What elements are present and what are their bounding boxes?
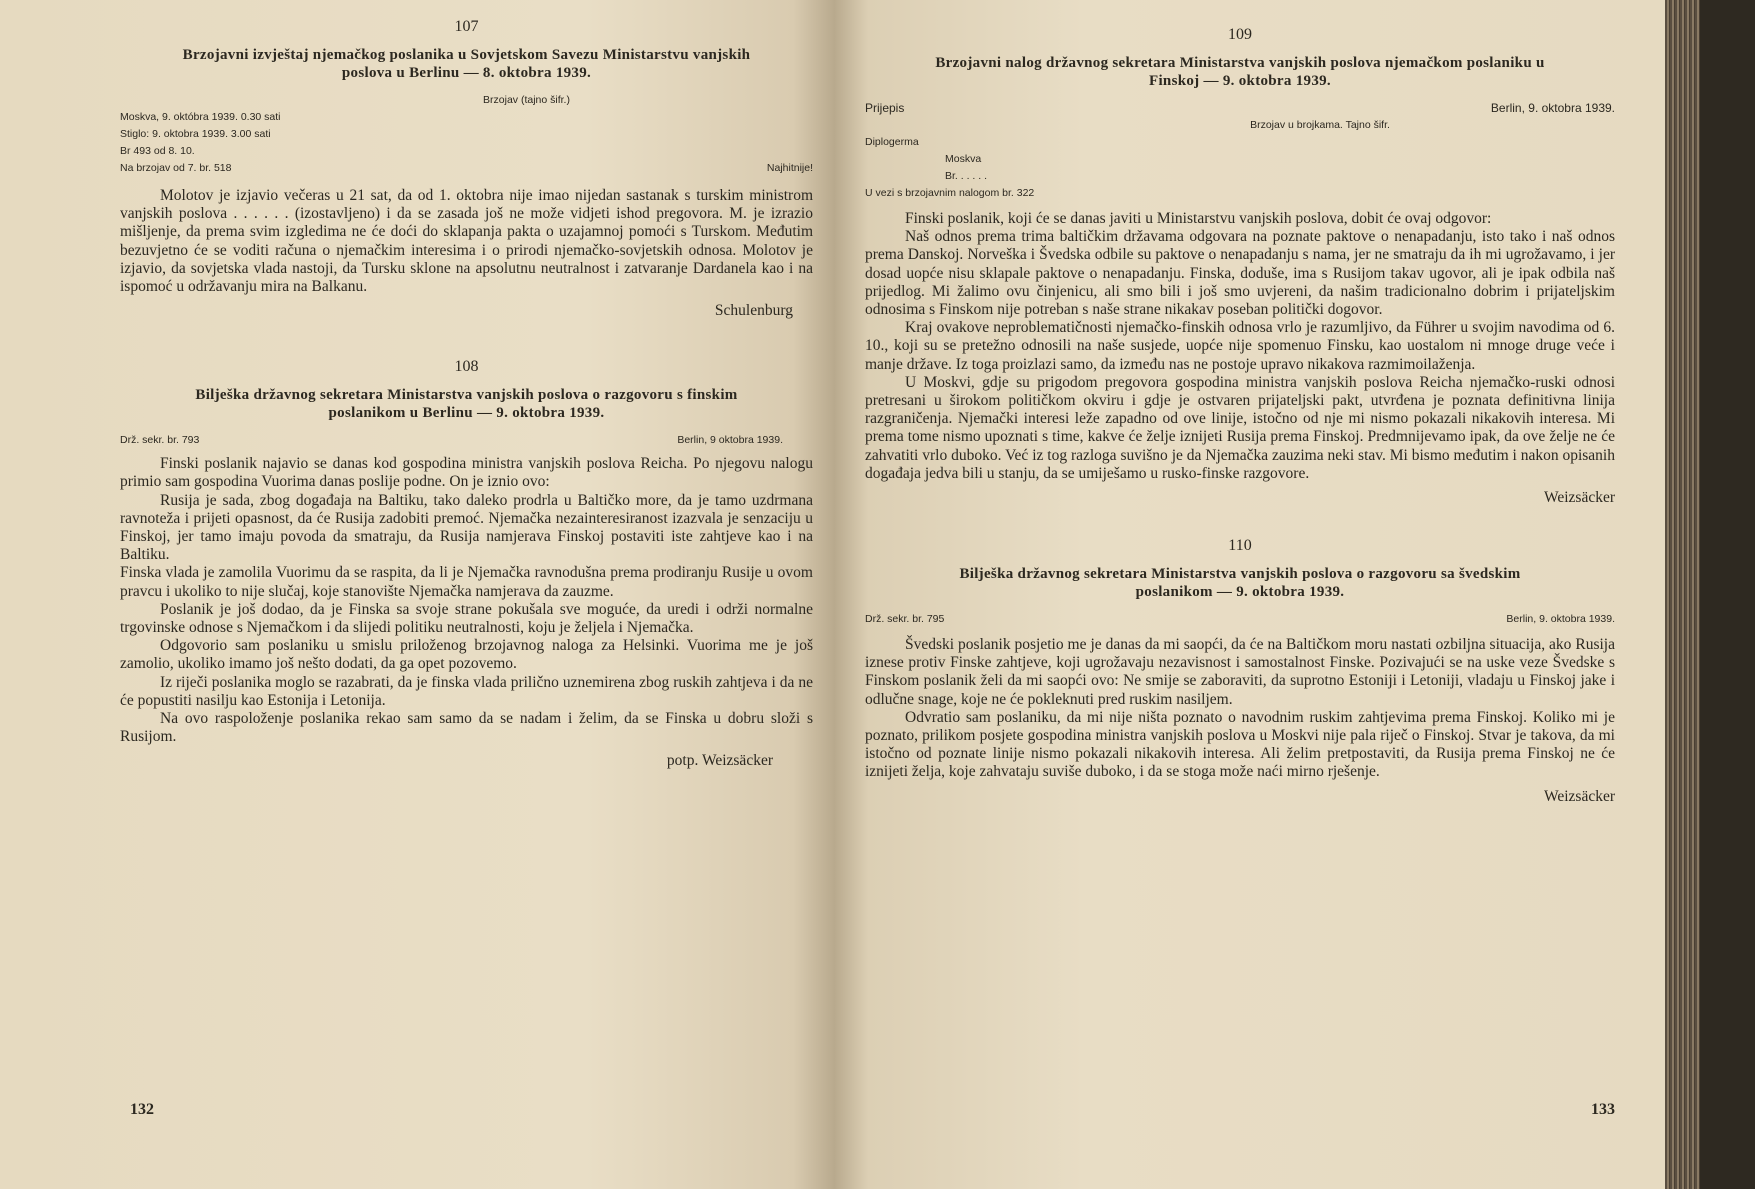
- doc108-paragraph: Odgovorio sam poslaniku u smislu priloženog brzojavnog naloga za Helsinki. Vuorima me je još zamolio, ukoliko imamo još nešto dodati, da ga opet pozovemo.: [120, 637, 813, 673]
- doc107-meta-line: Stiglo: 9. oktobra 1939. 3.00 sati: [120, 128, 271, 140]
- doc108-meta: [120, 432, 783, 449]
- doc110-body: [865, 636, 1615, 782]
- doc107-meta-last-right: Najhitnije!: [766, 162, 813, 174]
- page-number-bottom-left: 132: [130, 1101, 154, 1118]
- doc107-meta-last: [120, 160, 813, 177]
- doc108-meta-left: Drž. sekr. br. 793: [120, 434, 200, 447]
- doc109-paragraph: Finski poslanik, koji će se danas javiti u Ministarstvu vanjskih poslova, dobit će ovaj odgovor:: [905, 210, 1492, 227]
- doc109-paragraph: Kraj ovakove neproblematičnosti njemačko-finskih odnosa vrlo je razumljivo, da Führer u svojim navodima od 6. 10., koji su se pretežno odnosili na naše susjede, uopće nije spomenuo Finsku, kao uostalom ni mnoge druge veće i manje države. Iz toga proizlazi samo, da između nas ne postoje upravo nikakova razmimoilaženja.: [865, 319, 1615, 373]
- doc109-prijepis: Prijepis: [865, 101, 905, 115]
- doc108-body: [120, 455, 813, 746]
- doc109-body: [865, 210, 1615, 483]
- doc110-paragraph: Odvratio sam poslaniku, da mi nije ništa poznato o navodnim ruskim zahtjevima prema Finskoj. Koliko mi je poznato, prilikom posjete gospodina ministra vanjskih poslova u Moskvi nije pala riječ o Finskoj. Stvar je takova, da mi istočno od poznate linije nismo pokazali nikakovih interesa. Ali želim pretpostaviti, da Rusija prema Finskoj ne će iznijeti želja, koje zahvataju suviše duboko, i da se stoga može naći mirno rješenje.: [865, 708, 1615, 781]
- doc107-paragraph: Molotov je izjavio večeras u 21 sat, da od 1. oktobra nije imao nijedan sastanak s turskim ministrom vanjskih poslova . . . . . . (izostavljeno) i da se zasada još ne može vidjeti ishod pregovora. M. je izrazio mišljenje, da prema svim izgledima ne će doći do sklapanja pakta o uzajamnoj pomoći s Turskom. Međutim bezuvjetno će se voditi računa o njemačkim interesima i o prirodi njemačko-sovjetskih odnosa. Molotov je izjavio, da sovjetska vlada nastoji, da Tursku sklone na apsolutnu neutralnost i zatvaranje Dardanela kao i na ispomoć u održavanju mira na Balkanu.: [120, 187, 813, 296]
- doc108-paragraph: Rusija je sada, zbog događaja na Baltiku, tako daleko prodrla u Baltičko more, da je tamo uzdrmana ravnoteža i prijeti opasnost, da će Rusija zadobiti premoć. Njemačka nezainteresiranost izazvala je senzaciju u Finskoj, jer tamo imaju povoda da smatraju, da Rusija namjerava Finskoj postaviti iste zahtjeve kao i na Baltiku.: [120, 491, 813, 564]
- doc107-meta: [120, 92, 813, 177]
- page-number-top-left: 107: [454, 18, 479, 35]
- doc110-signature: Weizsäcker: [1543, 787, 1615, 805]
- doc110-title: Bilješka državnog sekretara Ministarstva vanjskih poslova o razgovoru sa švedskim poslanikom — 9. oktobra 1939.: [959, 566, 1521, 601]
- doc107-body: [120, 187, 813, 296]
- doc107-meta-line: Moskva, 9. októbra 1939. 0.30 sati: [120, 111, 281, 123]
- doc109-title: Brzojavni nalog državnog sekretara Ministarstva vanjskih poslova njemačkom poslaniku u Finskoj — 9. oktobra 1939.: [935, 55, 1545, 89]
- doc110-number: 110: [1228, 537, 1252, 555]
- doc107-meta-center: Brzojav (tajno šifr.): [483, 94, 570, 106]
- doc109-paragraph: Naš odnos prema trima baltičkim državama odgovara na poznate paktove o nenapadanju, isto tako i naš odnos prema Danskoj. Norveška i Švedska odbile su paktove o nenapadanju s nama, jer ne smatraju da ih mi ugrožavamo, i jer dosad uopće nisu sklapale paktove o nenapadanju. Finska, doduše, ima s Rusijom takav ugovor, ali je ipak odbila naš prijedlog. Mi žalimo ovu činjenicu, ali smo bili i još smo uvjereni, da našim tradicionalno dobrim i prijateljskim odnosima s Finskom nije potreban s naše strane nikakav poseban politički dogovor.: [865, 228, 1615, 319]
- doc108-number: 108: [454, 358, 479, 376]
- doc108-title: Bilješka državnog sekretara Ministarstva vanjskih poslova o razgovoru s finskim poslanikom u Berlinu — 9. oktobra 1939.: [195, 387, 738, 422]
- doc109-meta-row: [865, 100, 1615, 117]
- page-number-bottom-right: 133: [1591, 1101, 1615, 1118]
- doc108-paragraph: Poslanik je još dodao, da je Finska sa svoje strane pokušala sve moguće, da uredi i održi normalne trgovinske odnose s Njemačkom i da slijedi politiku neutralnosti, koju je željela i Njemačka.: [120, 600, 813, 637]
- doc107-meta-last-left: Na brzojav od 7. br. 518: [120, 162, 232, 174]
- doc109-signature: Weizsäcker: [1543, 489, 1615, 507]
- left-page: [0, 0, 835, 1189]
- doc110-meta-right: Berlin, 9. oktobra 1939.: [1506, 613, 1615, 626]
- doc109-diplogerma: Diplogerma: [865, 136, 919, 148]
- doc108-paragraph: Iz riječi poslanika moglo se razabrati, da je finska vlada prilično uznemirena zbog ruskih zahtjeva i da ne će popustiti nasilju kao Estonija i Letonija.: [120, 673, 813, 709]
- doc110-meta-left: Drž. sekr. br. 795: [865, 613, 945, 626]
- doc109-paragraph: U Moskvi, gdje su prigodom pregovora gospodina ministra vanjskih poslova Reicha njemačko-ruski odnosi pretresani u širokom političkom okviru i gdje je ostvaren prijateljski pakt, utvrđena je poznata definitivna linija razgraničenja. Njemački interesi leže zapadno od ove linije, istočno od nje mi nismo pokazali nikakovih interesa. Mi prema tome nismo upoznati s time, kakve će želje iznijeti Rusija prema Finskoj. Predmnijevamo ipak, da ove želje ne će zahvatiti vrlo duboko. Već iz tog razloga suvišno je da Njemačka zauzima neki stav. Mi bismo međutim i nakon opisanih događaja jedva bili u stanju, da se umiješamo u rusko-finske razgovore.: [865, 373, 1615, 482]
- book-cover-edge: [1700, 0, 1755, 1189]
- doc109-brzojav: Brzojav u brojkama. Tajno šifr.: [1250, 119, 1390, 131]
- doc109-date: Berlin, 9. oktobra 1939.: [1490, 101, 1615, 115]
- doc110-meta: [865, 611, 1615, 628]
- right-page: [835, 0, 1665, 1189]
- doc109-meta: [865, 100, 1615, 202]
- doc110-paragraph: Švedski poslanik posjetio me je danas da mi saopći, da će na Baltičkom moru nastati ozbiljna situacija, ako Rusija iznese protiv Finske zahtjeve, koji ugrožavaju nezavisnost i samostalnost Finske. Pozivajući se na uske veze Švedske s Finskom poslanik želi da mi saopći ovo: Ne smije se zaboraviti, da suprotno Estoniji i Letoniji, vladaju u Finskoj jake i odlučne snage, koje ne će pokleknuti pred ruskim nasiljem.: [865, 636, 1615, 708]
- doc107-signature: Schulenburg: [714, 302, 793, 320]
- doc107-meta-line: Br 493 od 8. 10.: [120, 145, 195, 157]
- doc109-br: Br. . . . . .: [945, 170, 988, 182]
- doc107-title: Brzojavni izvještaj njemačkog poslanika u Sovjetskom Savezu Ministarstvu vanjskih poslova u Berlinu — 8. oktobra 1939.: [182, 47, 751, 81]
- page-number-top-right: 109: [1228, 26, 1252, 43]
- doc108-signature: potp. Weizsäcker: [666, 752, 773, 770]
- doc108-paragraph: Finska vlada je zamolila Vuorimu da se raspita, da li je Njemačka ravnodušna prema prodiranju Rusije u ovom pravcu i ukoliko to nije slučaj, koje stanovište Njemačka namjerava da zauzme.: [120, 564, 813, 600]
- doc108-paragraph: Na ovo raspoloženje poslanika rekao sam samo da se nadam i želim, da se Finska u dobru složi s Rusijom.: [120, 710, 813, 746]
- doc108-meta-right: Berlin, 9 oktobra 1939.: [677, 434, 783, 447]
- doc109-vezi: U vezi s brzojavnim nalogom br. 322: [865, 187, 1035, 199]
- doc109-moskva: Moskva: [945, 153, 982, 165]
- doc108-paragraph: Finski poslanik najavio se danas kod gospodina ministra vanjskih poslova Reicha. Po njegovu nalogu primio sam gospodina Vuorima danas poslije podne. On je iznio ovo:: [120, 455, 813, 491]
